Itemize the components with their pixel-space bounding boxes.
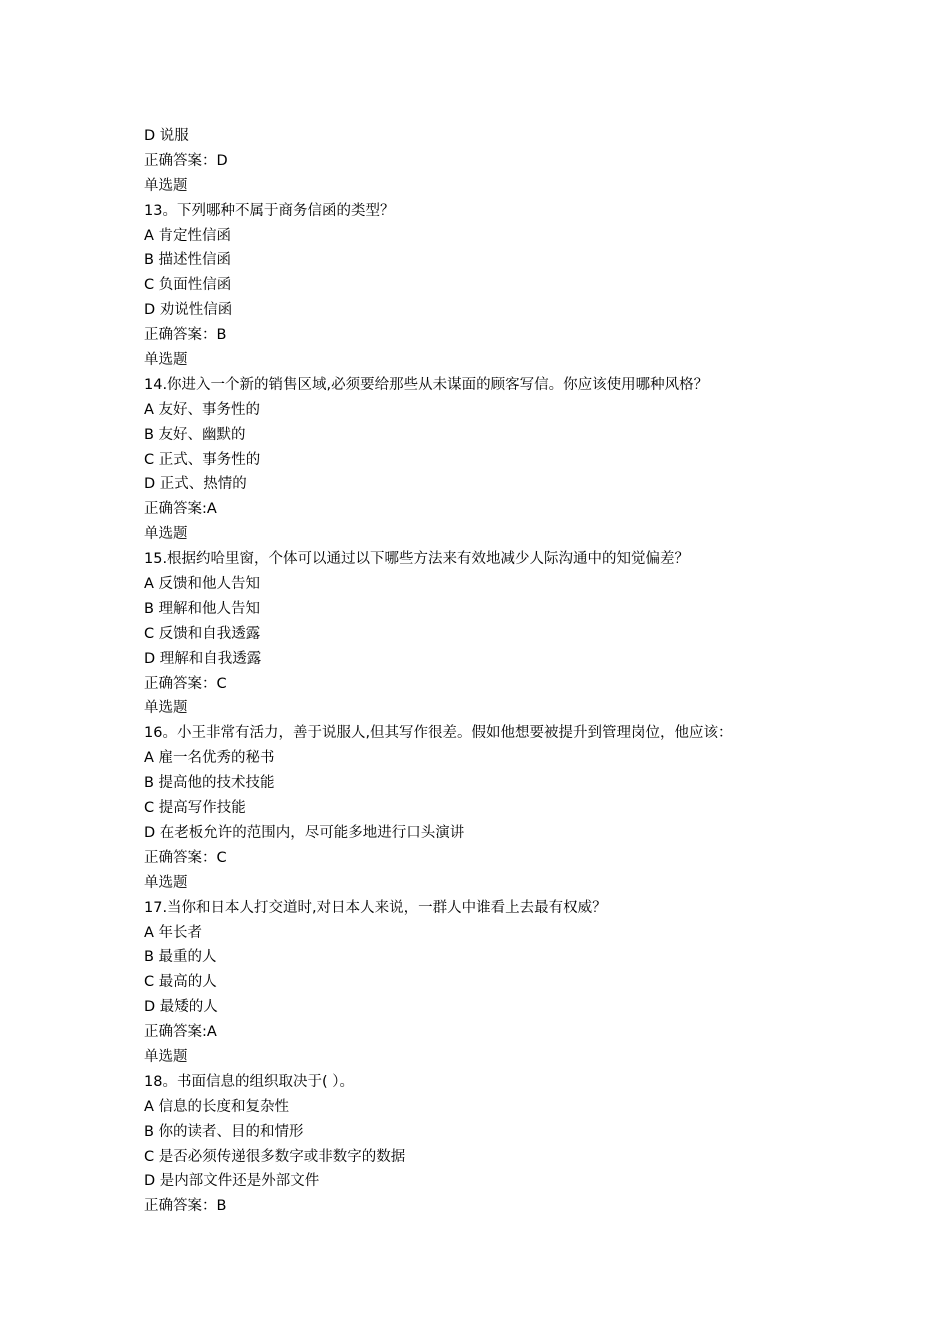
answer-line: 正确答案：B [144, 327, 227, 344]
option-a: A 年长者 [144, 924, 203, 941]
option-d: D 理解和自我透露 [144, 650, 262, 667]
option-b: B 友好、幽默的 [144, 426, 246, 443]
question-18: 18。书面信息的组织取决于( ）。 [144, 1073, 354, 1090]
option-b: B 描述性信函 [144, 252, 232, 269]
option-c: C 提高写作技能 [144, 800, 246, 817]
question-type-label: 单选题 [144, 526, 188, 543]
option-a: A 雇一名优秀的秘书 [144, 750, 275, 767]
option-b: B 最重的人 [144, 949, 217, 966]
answer-line: 正确答案:A [144, 1024, 217, 1041]
answer-line: 正确答案:A [144, 501, 217, 518]
option-d: D 劝说性信函 [144, 302, 233, 319]
answer-line: 正确答案：D [144, 152, 228, 169]
option-d: D 最矮的人 [144, 999, 218, 1016]
option-d: D 是内部文件还是外部文件 [144, 1173, 320, 1190]
option-c: C 反馈和自我透露 [144, 625, 261, 642]
question-15: 15.根据约哈里窗，个体可以通过以下哪些方法来有效地减少人际沟通中的知觉偏差？ [144, 551, 690, 568]
question-type-label: 单选题 [144, 1048, 188, 1065]
question-type-label: 单选题 [144, 700, 188, 717]
text-line: D 说服 [144, 128, 189, 144]
option-c: C 是否必须传递很多数字或非数字的数据 [144, 1148, 406, 1165]
question-type-label: 单选题 [144, 177, 188, 194]
answer-line: 正确答案：C [144, 675, 227, 692]
option-a: A 友好、事务性的 [144, 401, 261, 418]
document-page [144, 124, 844, 1219]
question-14: 14.你进入一个新的销售区域,必须要给那些从未谋面的顾客写信。你应该使用哪种风格？ [144, 376, 709, 393]
option-c: C 负面性信函 [144, 277, 232, 294]
option-c: C 正式、事务性的 [144, 451, 261, 468]
option-b: B 理解和他人告知 [144, 600, 261, 617]
question-16: 16。小王非常有活力，善于说服人,但其写作很差。假如他想要被提升到管理岗位，他应该： [144, 725, 733, 742]
question-13: 13。下列哪种不属于商务信函的类型？ [144, 202, 395, 219]
question-type-label: 单选题 [144, 352, 188, 369]
answer-line: 正确答案：C [144, 849, 227, 866]
option-b: B 提高他的技术技能 [144, 775, 275, 792]
option-a: A 肯定性信函 [144, 227, 232, 244]
option-d: D 正式、热情的 [144, 476, 247, 493]
option-b: B 你的读者、目的和情形 [144, 1123, 304, 1140]
option-a: A 信息的长度和复杂性 [144, 1098, 290, 1115]
answer-line: 正确答案：B [144, 1198, 227, 1215]
option-d: D 在老板允许的范围内，尽可能多地进行口头演讲 [144, 824, 465, 841]
option-c: C 最高的人 [144, 974, 217, 991]
question-type-label: 单选题 [144, 874, 188, 891]
question-17: 17.当你和日本人打交道时,对日本人来说，一群人中谁看上去最有权威？ [144, 899, 607, 916]
option-a: A 反馈和他人告知 [144, 576, 261, 593]
